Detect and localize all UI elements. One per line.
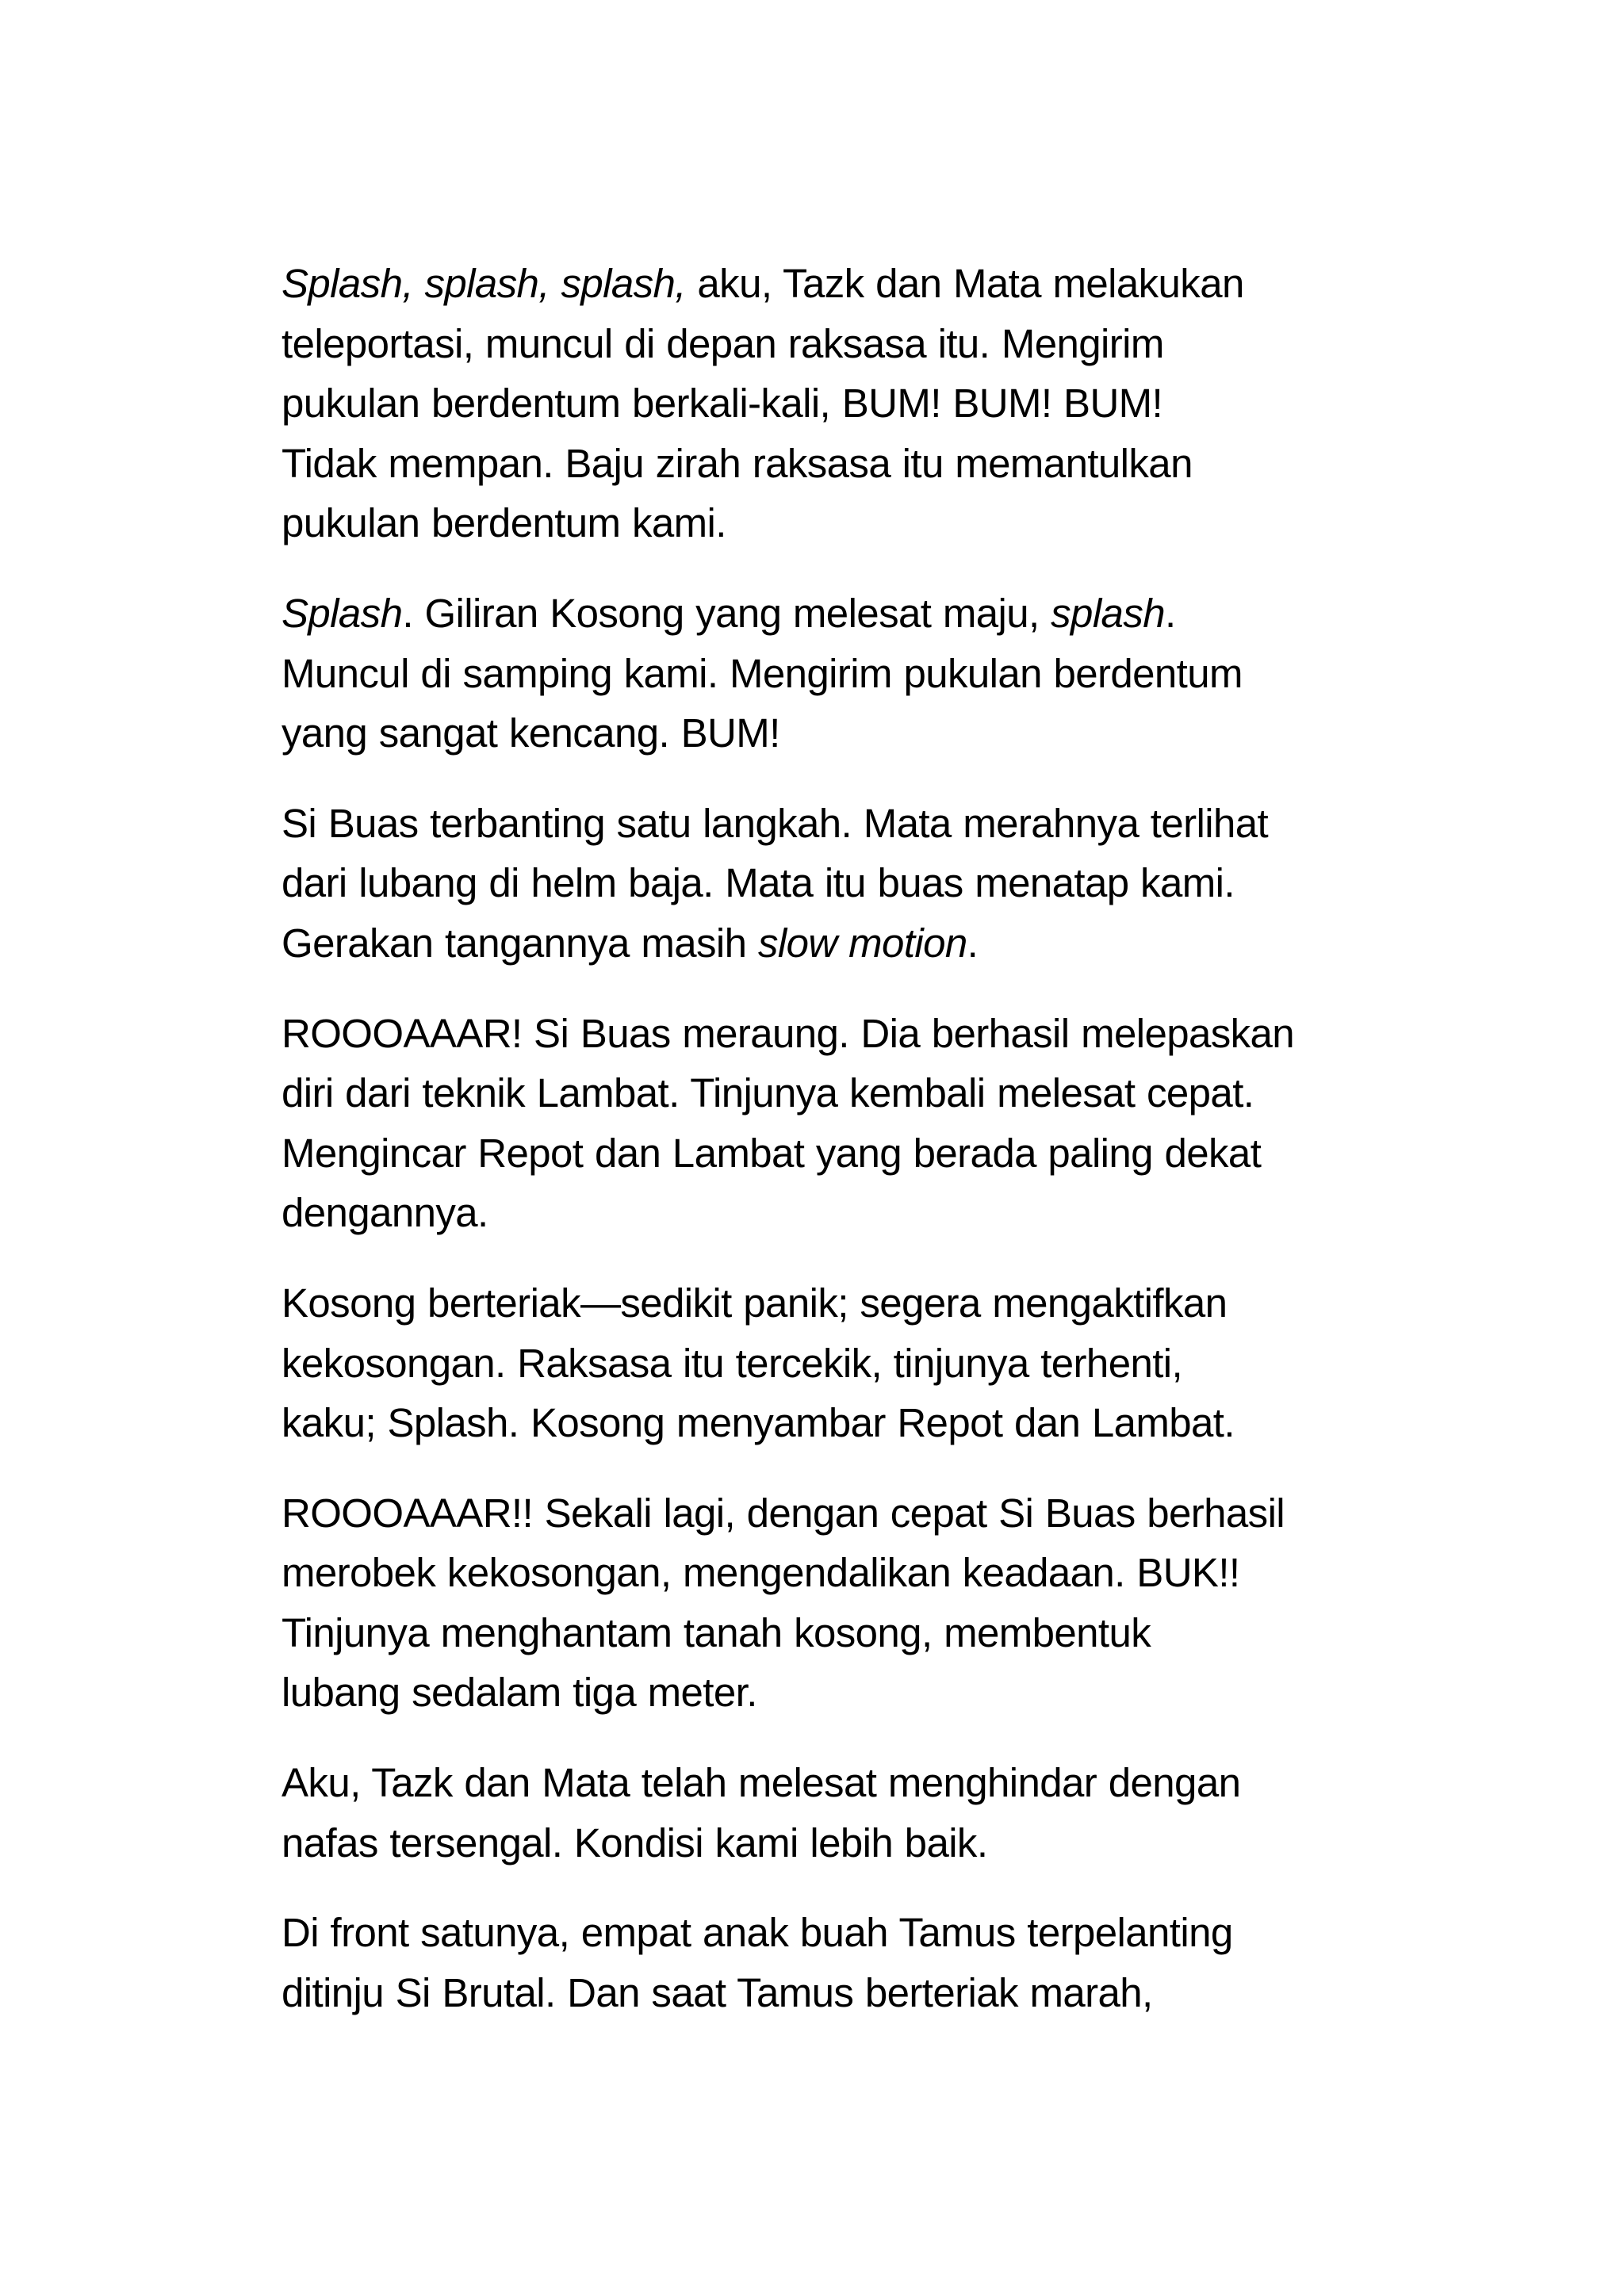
text-segment: Di front satunya, empat anak buah Tamus terpelanting: [282, 1910, 1233, 1956]
text-segment: Si Buas terbanting satu langkah. Mata merahnya terlihat: [282, 800, 1269, 846]
text-line: [282, 1663, 1392, 1723]
text-segment: diri dari teknik Lambat. Tinjunya kembali melesat cepat.: [282, 1070, 1254, 1116]
italic-text: Splash: [282, 590, 403, 636]
text-segment: merobek kekosongan, mengendalikan keadaan. BUK!!: [282, 1550, 1240, 1596]
text-line: [282, 1813, 1392, 1873]
text-line: [282, 1123, 1392, 1184]
text-segment: Tidak mempan. Baju zirah raksasa itu memantulkan: [282, 440, 1193, 486]
paragraph: [282, 1903, 1392, 2022]
text-segment: .: [1164, 590, 1176, 636]
text-segment: Aku, Tazk dan Mata telah melesat menghindar dengan: [282, 1760, 1241, 1806]
paragraph: [282, 584, 1392, 763]
text-segment: Muncul di samping kami. Mengirim pukulan berdentum: [282, 650, 1243, 696]
text-segment: kekosongan. Raksasa itu tercekik, tinjunya terhenti,: [282, 1340, 1183, 1386]
text-segment: lubang sedalam tiga meter.: [282, 1670, 757, 1716]
text-line: [282, 913, 1392, 974]
paragraph: [282, 254, 1392, 553]
text-segment: yang sangat kencang. BUM!: [282, 710, 780, 756]
text-segment: Tinjunya menghantam tanah kosong, membentuk: [282, 1609, 1151, 1655]
paragraph: [282, 1273, 1392, 1453]
italic-text: splash: [1051, 590, 1165, 636]
text-line: [282, 1334, 1392, 1394]
text-line: [282, 1393, 1392, 1453]
text-segment: . Giliran Kosong yang melesat maju,: [402, 590, 1051, 636]
text-segment: nafas tersengal. Kondisi kami lebih baik.: [282, 1820, 988, 1866]
text-segment: .: [967, 920, 979, 966]
body-text: [282, 254, 1392, 2053]
text-line: [282, 1603, 1392, 1663]
text-segment: ROOOAAAR!! Sekali lagi, dengan cepat Si Buas berhasil: [282, 1490, 1285, 1536]
text-segment: ROOOAAAR! Si Buas meraung. Dia berhasil melepaskan: [282, 1010, 1295, 1056]
text-segment: kaku; Splash. Kosong menyambar Repot dan Lambat.: [282, 1400, 1235, 1446]
text-line: [282, 1004, 1392, 1064]
italic-text: Splash, splash, splash,: [282, 261, 686, 306]
text-line: [282, 703, 1392, 763]
text-line: [282, 1183, 1392, 1243]
text-line: [282, 584, 1392, 644]
paragraph: [282, 1753, 1392, 1873]
paragraph: [282, 794, 1392, 974]
text-line: [282, 314, 1392, 374]
italic-text: slow motion: [757, 920, 967, 966]
paragraph: [282, 1004, 1392, 1243]
text-line: [282, 853, 1392, 913]
text-segment: aku, Tazk dan Mata melakukan: [685, 261, 1244, 306]
text-line: [282, 644, 1392, 704]
text-line: [282, 254, 1392, 314]
text-segment: Kosong berteriak—sedikit panik; segera mengaktifkan: [282, 1280, 1228, 1326]
text-segment: pukulan berdentum berkali-kali, BUM! BUM! BUM!: [282, 381, 1163, 427]
text-line: [282, 1063, 1392, 1123]
text-line: [282, 1903, 1392, 1963]
text-segment: teleportasi, muncul di depan raksasa itu. Mengirim: [282, 320, 1164, 366]
text-line: [282, 1963, 1392, 2023]
text-segment: Mengincar Repot dan Lambat yang berada paling dekat: [282, 1130, 1262, 1176]
text-line: [282, 794, 1392, 854]
text-line: [282, 493, 1392, 553]
text-segment: dari lubang di helm baja. Mata itu buas menatap kami.: [282, 860, 1235, 906]
text-segment: Gerakan tangannya masih: [282, 920, 758, 966]
text-line: [282, 373, 1392, 434]
paragraph: [282, 1483, 1392, 1723]
text-segment: dengannya.: [282, 1190, 488, 1236]
text-line: [282, 434, 1392, 494]
text-line: [282, 1543, 1392, 1603]
text-line: [282, 1753, 1392, 1813]
text-line: [282, 1483, 1392, 1544]
text-line: [282, 1273, 1392, 1334]
text-segment: pukulan berdentum kami.: [282, 500, 726, 546]
text-segment: ditinju Si Brutal. Dan saat Tamus berteriak marah,: [282, 1969, 1153, 2015]
